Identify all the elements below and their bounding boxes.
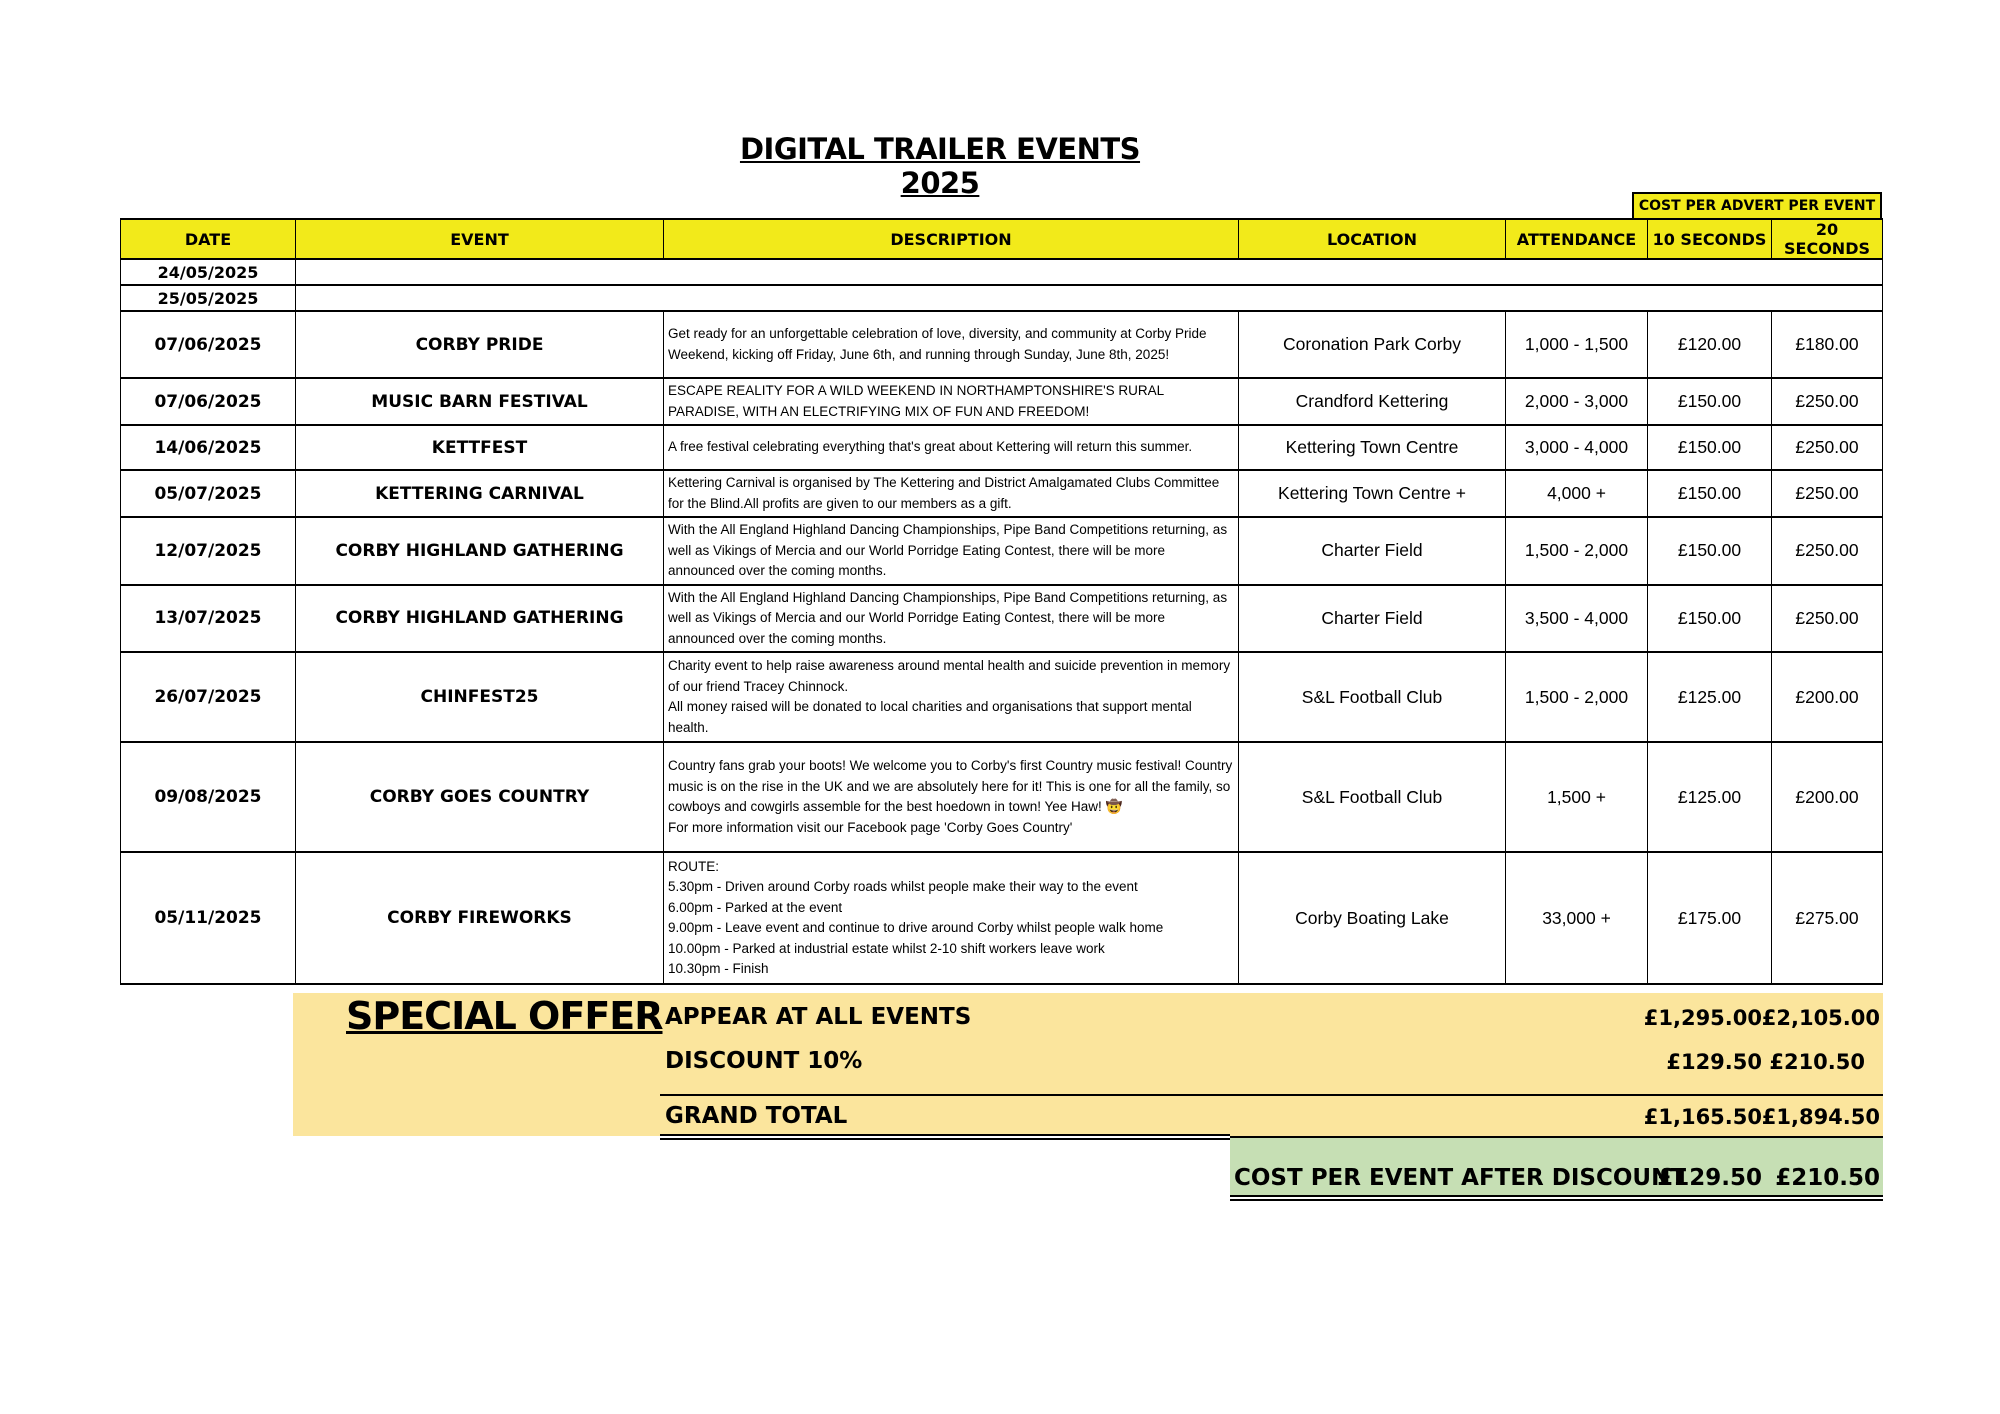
location-cell: Kettering Town Centre + (1239, 470, 1506, 517)
table-row (121, 652, 1883, 742)
description-cell: A free festival celebrating everything that's great about Kettering will return this summer. (664, 425, 1239, 470)
location-cell: Charter Field (1239, 517, 1506, 585)
description-line: 9.00pm - Leave event and continue to drive around Corby whilst people walk home (668, 920, 1164, 935)
description-cell (664, 852, 1239, 984)
description-cell: With the All England Highland Dancing Championships, Pipe Band Competitions returning, as well as Vikings of Mercia and our World Porridge Eating Contest, there will be more announced over the coming months. (664, 585, 1239, 653)
price-20-cell: £250.00 (1772, 425, 1883, 470)
events-table (120, 218, 1883, 985)
description-line: 10.00pm - Parked at industrial estate whilst 2-10 shift workers leave work (668, 940, 1105, 956)
date-cell: 05/11/2025 (121, 852, 296, 984)
empty-cell (1648, 285, 1772, 311)
all-events-10-value: £1,295.00 (1643, 1006, 1762, 1030)
price-10-cell: £150.00 (1648, 585, 1772, 653)
grand-total-10-value: £1,165.50 (1643, 1105, 1762, 1129)
event-cell: CORBY HIGHLAND GATHERING (296, 517, 664, 585)
price-20-cell: £180.00 (1772, 311, 1883, 378)
description-cell: Get ready for an unforgettable celebration of love, diversity, and community at Corby Pride Weekend, kicking off Friday, June 6th, and running through Sunday, June 8th, 2025! (664, 311, 1239, 378)
price-20-cell: £275.00 (1772, 852, 1883, 984)
event-cell: CORBY FIREWORKS (296, 852, 664, 984)
price-10-cell: £125.00 (1648, 652, 1772, 742)
empty-cell (1772, 285, 1883, 311)
description-line: For more information visit our Facebook page 'Corby Goes Country' (668, 819, 1073, 835)
table-row (121, 311, 1883, 378)
all-events-label: APPEAR AT ALL EVENTS (665, 1004, 972, 1030)
cost-per-advert-header: COST PER ADVERT PER EVENT (1632, 192, 1882, 218)
description-cell (664, 742, 1239, 852)
attendance-cell: 3,000 - 4,000 (1506, 425, 1648, 470)
date-cell: 25/05/2025 (121, 285, 296, 311)
date-cell: 14/06/2025 (121, 425, 296, 470)
table-row (121, 742, 1883, 852)
event-cell: CHINFEST25 (296, 652, 664, 742)
empty-cell (1239, 285, 1506, 311)
location-cell: Coronation Park Corby (1239, 311, 1506, 378)
table-row (121, 425, 1883, 470)
price-20-cell: £250.00 (1772, 517, 1883, 585)
discount-10-value: £129.50 (1666, 1050, 1762, 1074)
event-cell: KETTERING CARNIVAL (296, 470, 664, 517)
cost-per-event-10-value: £129.50 (1657, 1165, 1762, 1191)
date-cell: 26/07/2025 (121, 652, 296, 742)
description-line: ROUTE: (668, 858, 720, 874)
location-cell: Kettering Town Centre (1239, 425, 1506, 470)
description-line: 6.00pm - Parked at the event (668, 899, 843, 915)
discount-label: DISCOUNT 10% (665, 1048, 863, 1074)
all-events-20-value: £2,105.00 (1761, 1006, 1880, 1030)
attendance-cell: 33,000 + (1506, 852, 1648, 984)
grand-total-bottom-rule (660, 1138, 1230, 1140)
cost-per-event-label: COST PER EVENT AFTER DISCOUNT (1234, 1165, 1687, 1191)
description-line: 10.30pm - Finish (668, 961, 769, 976)
event-cell: CORBY PRIDE (296, 311, 664, 378)
attendance-cell: 1,500 - 2,000 (1506, 652, 1648, 742)
cost-per-event-rule (1230, 1199, 1883, 1201)
price-10-cell: £125.00 (1648, 742, 1772, 852)
grand-total-bottom-rule (660, 1134, 1230, 1136)
table-row (121, 259, 1883, 285)
table-row (121, 517, 1883, 585)
date-cell: 09/08/2025 (121, 742, 296, 852)
col-header-location: LOCATION (1239, 219, 1506, 259)
table-header-row (121, 219, 1883, 259)
location-cell: Charter Field (1239, 585, 1506, 653)
price-10-cell: £150.00 (1648, 378, 1772, 425)
table-row (121, 585, 1883, 653)
empty-cell (1506, 259, 1648, 285)
discount-20-value: £210.50 (1769, 1050, 1865, 1074)
col-header-date: DATE (121, 219, 296, 259)
col-header-attendance: ATTENDANCE (1506, 219, 1648, 259)
attendance-cell: 1,500 - 2,000 (1506, 517, 1648, 585)
grand-total-label: GRAND TOTAL (665, 1103, 848, 1129)
empty-cell (296, 259, 664, 285)
location-cell: S&L Football Club (1239, 742, 1506, 852)
location-cell: Corby Boating Lake (1239, 852, 1506, 984)
description-cell: ESCAPE REALITY FOR A WILD WEEKEND IN NORTHAMPTONSHIRE'S RURAL PARADISE, WITH AN ELECTRIFYING MIX OF FUN AND FREEDOM! (664, 378, 1239, 425)
price-10-cell: £150.00 (1648, 517, 1772, 585)
date-cell: 07/06/2025 (121, 378, 296, 425)
grand-total-top-rule (660, 1094, 1883, 1096)
attendance-cell: 3,500 - 4,000 (1506, 585, 1648, 653)
attendance-cell: 1,000 - 1,500 (1506, 311, 1648, 378)
event-cell: CORBY GOES COUNTRY (296, 742, 664, 852)
description-line: Charity event to help raise awareness around mental health and suicide prevention in memory of our friend Tracey Chinnock. (668, 658, 1231, 694)
empty-cell (664, 285, 1239, 311)
price-20-cell: £250.00 (1772, 585, 1883, 653)
grand-total-20-value: £1,894.50 (1761, 1105, 1880, 1129)
price-20-cell: £250.00 (1772, 470, 1883, 517)
empty-cell (1648, 259, 1772, 285)
price-20-cell: £200.00 (1772, 652, 1883, 742)
attendance-cell: 2,000 - 3,000 (1506, 378, 1648, 425)
event-cell: KETTFEST (296, 425, 664, 470)
price-10-cell: £120.00 (1648, 311, 1772, 378)
price-20-cell: £250.00 (1772, 378, 1883, 425)
attendance-cell: 1,500 + (1506, 742, 1648, 852)
description-cell: With the All England Highland Dancing Championships, Pipe Band Competitions returning, as well as Vikings of Mercia and our World Porridge Eating Contest, there will be more announced over the coming months. (664, 517, 1239, 585)
cost-per-event-20-value: £210.50 (1775, 1165, 1880, 1191)
table-row (121, 852, 1883, 984)
description-line: Country fans grab your boots! We welcome you to Corby's first Country music festival! Country music is on the rise in the UK and we are absolutely here for it! This is one for all the family, so cowboys and cowgirls assemble for the best hoedown in town! Yee Haw! 🤠 (668, 758, 1233, 814)
description-cell (664, 652, 1239, 742)
empty-cell (1506, 285, 1648, 311)
col-header-description: DESCRIPTION (664, 219, 1239, 259)
col-header-event: EVENT (296, 219, 664, 259)
table-row (121, 285, 1883, 311)
cost-per-event-rule (1230, 1195, 1883, 1197)
special-offer-title: SPECIAL OFFER (346, 994, 663, 1038)
price-20-cell: £200.00 (1772, 742, 1883, 852)
event-cell: MUSIC BARN FESTIVAL (296, 378, 664, 425)
description-line: 5.30pm - Driven around Corby roads whilst people make their way to the event (668, 879, 1138, 894)
table-row (121, 378, 1883, 425)
date-cell: 12/07/2025 (121, 517, 296, 585)
location-cell: Crandford Kettering (1239, 378, 1506, 425)
col-header-20-seconds: 20 SECONDS (1772, 219, 1883, 259)
empty-cell (1772, 259, 1883, 285)
date-cell: 07/06/2025 (121, 311, 296, 378)
price-10-cell: £150.00 (1648, 425, 1772, 470)
col-header-10-seconds: 10 SECONDS (1648, 219, 1772, 259)
description-cell: Kettering Carnival is organised by The Kettering and District Amalgamated Clubs Committee for the Blind.All profits are given to our members as a gift. (664, 470, 1239, 517)
date-cell: 13/07/2025 (121, 585, 296, 653)
empty-cell (1239, 259, 1506, 285)
table-row (121, 470, 1883, 517)
event-cell: CORBY HIGHLAND GATHERING (296, 585, 664, 653)
price-10-cell: £150.00 (1648, 470, 1772, 517)
date-cell: 05/07/2025 (121, 470, 296, 517)
date-cell: 24/05/2025 (121, 259, 296, 285)
page-title: DIGITAL TRAILER EVENTS 2025 (739, 132, 1141, 200)
empty-cell (664, 259, 1239, 285)
empty-cell (296, 285, 664, 311)
location-cell: S&L Football Club (1239, 652, 1506, 742)
attendance-cell: 4,000 + (1506, 470, 1648, 517)
price-10-cell: £175.00 (1648, 852, 1772, 984)
description-line: All money raised will be donated to local charities and organisations that support mental health. (668, 699, 1192, 735)
